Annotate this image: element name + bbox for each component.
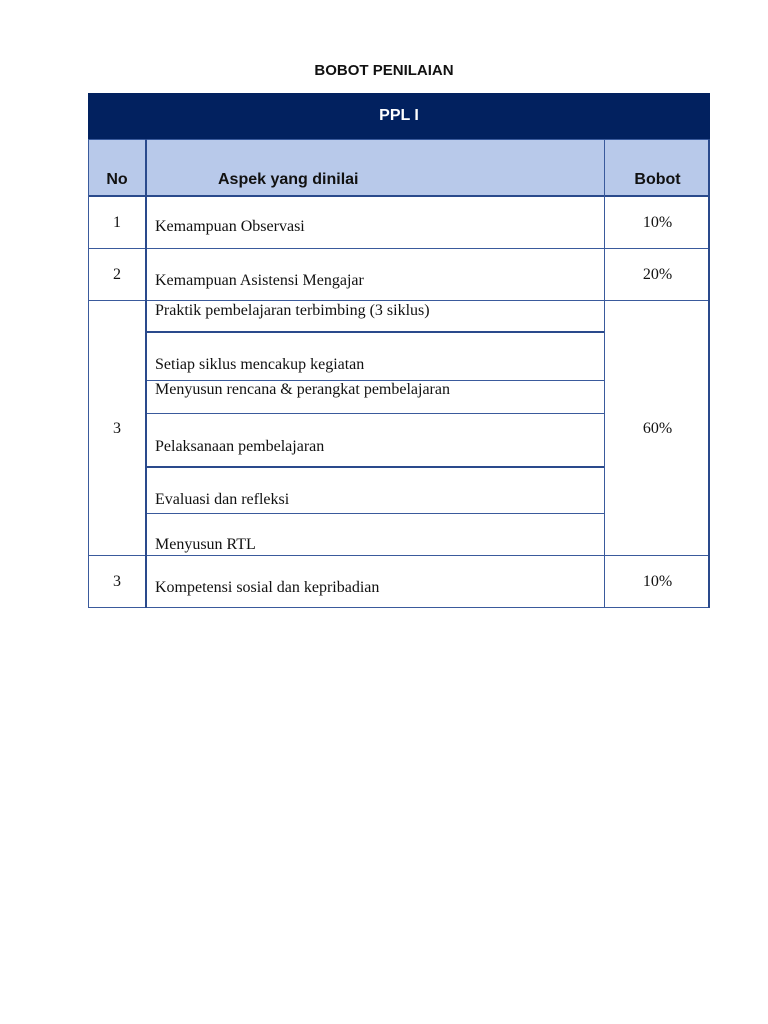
table-band-ppl: PPL I [88,93,710,139]
row-weight: 10% [642,573,673,590]
grid-line [604,139,605,608]
grid-line [88,139,89,608]
grid-line [88,300,710,301]
row-subitem: Setiap siklus mencakup kegiatan [155,356,365,373]
row-subitem: Menyusun RTL [155,536,256,553]
grid-line [88,195,710,197]
document-title: BOBOT PENILAIAN [314,62,454,79]
row-weight: 60% [642,419,673,437]
row-aspect: Kemampuan Asistensi Mengajar [155,272,364,289]
grid-line [88,248,710,249]
grid-line [146,513,605,514]
row-weight: 20% [642,266,673,283]
row-subitem: Menyusun rencana & perangkat pembelajaran [155,381,450,398]
row-number: 1 [113,213,121,231]
row-subitem: Praktik pembelajaran terbimbing (3 siklus) [155,302,430,319]
grid-line [88,555,710,556]
row-weight: 10% [642,213,673,231]
grid-line [146,380,605,381]
row-number: 3 [113,419,121,437]
row-aspect: Kompetensi sosial dan kepribadian [155,579,380,596]
row-subitem: Evaluasi dan refleksi [155,491,290,508]
row-number: 2 [113,266,121,283]
grid-line [708,139,710,608]
grid-line [146,413,605,414]
grid-line [146,331,605,333]
header-no: No [88,139,146,195]
grid-line [88,139,710,140]
header-bobot: Bobot [605,139,710,195]
grid-line [88,607,710,608]
grid-line [146,466,605,468]
row-aspect: Kemampuan Observasi [155,218,305,235]
row-subitem: Pelaksanaan pembelajaran [155,438,325,455]
assessment-weight-table [88,93,710,608]
row-number: 3 [113,573,121,590]
header-aspek: Aspek yang dinilai [146,139,605,195]
grid-line [145,139,147,608]
